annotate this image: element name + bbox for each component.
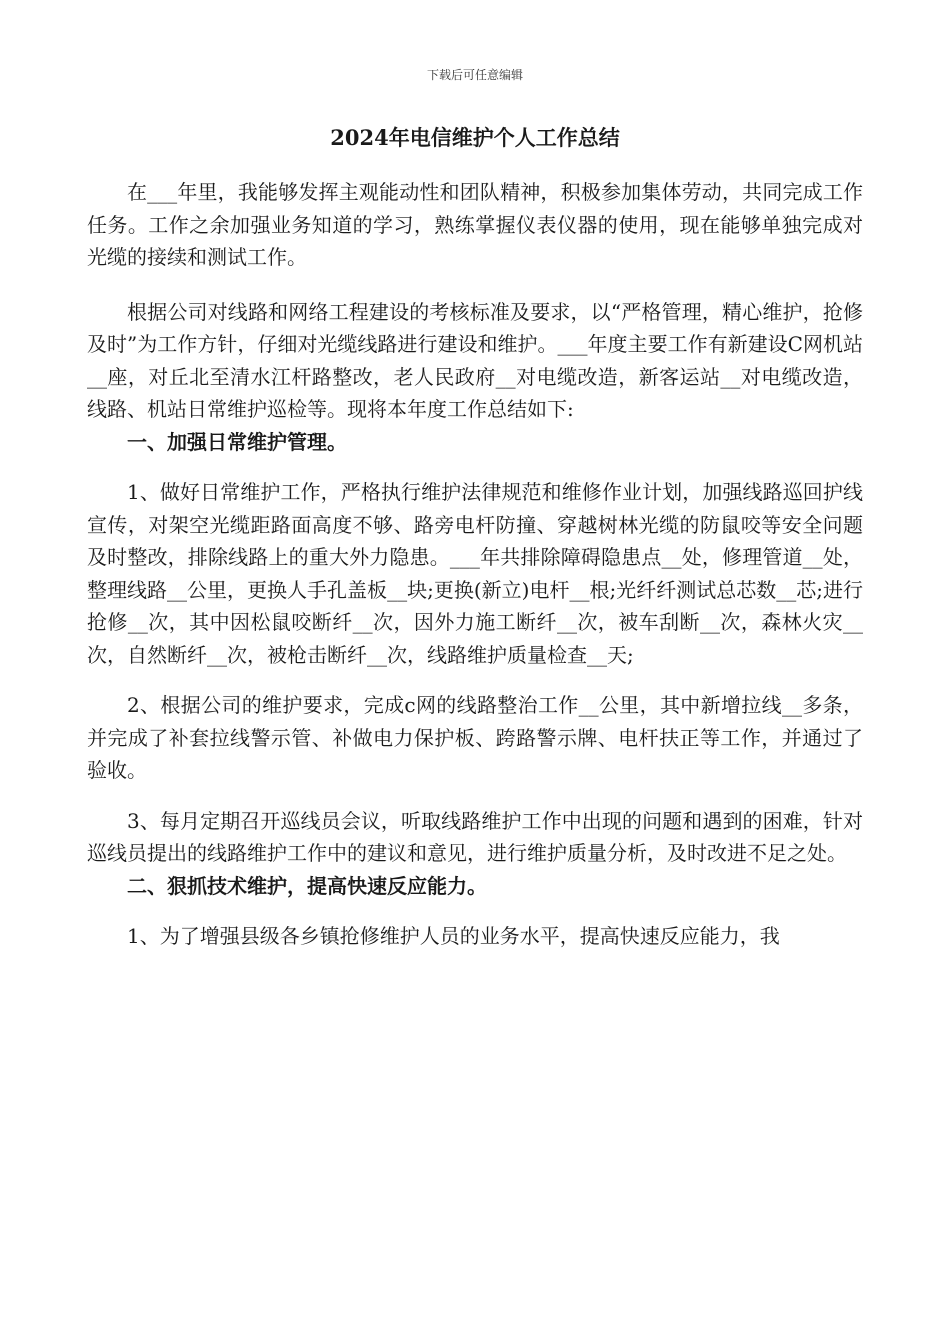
- paragraph-item-1-1: 1、做好日常维护工作，严格执行维护法律规范和维修作业计划，加强线路巡回护线宣传，对架空光缆距路面高度不够、路旁电杆防撞、穿越树林光缆的防鼠咬等安全问题及时整改，排除线路上的重大外力隐患。___年共排除障碍隐患点__处，修理管道__处，整理线路__公里，更换人手孔盖板__块;更换(新立)电杆__根;光纤纤测试总芯数__芯;进行抢修__次，其中因松鼠咬断纤__次，因外力施工断纤__次，被车刮断__次，森林火灾__次，自然断纤__次，被枪击断纤__次，线路维护质量检查__天;: [87, 480, 863, 667]
- document-body: [87, 176, 863, 953]
- paragraph-item-1-2: 2、根据公司的维护要求，完成c网的线路整治工作__公里，其中新增拉线__多条，并完成了补套拉线警示管、补做电力保护板、跨路警示牌、电杆扶正等工作，并通过了验收。: [87, 693, 863, 782]
- header-note: 下载后可任意编辑: [426, 68, 523, 82]
- paragraph-item-1-3: 3、每月定期召开巡线员会议，听取线路维护工作中出现的问题和遇到的困难，针对巡线员提出的线路维护工作中的建议和意见，进行维护质量分析，及时改进不足之处。: [87, 808, 863, 865]
- paragraph-intro: 在___年里，我能够发挥主观能动性和团队精神，积极参加集体劳动，共同完成工作任务。工作之余加强业务知道的学习，熟练掌握仪表仪器的使用，现在能够单独完成对光缆的接续和测试工作。: [87, 180, 863, 269]
- document-title: 2024年电信维护个人工作总结: [330, 125, 620, 150]
- paragraph-item-2-1: 1、为了增强县级各乡镇抢修维护人员的业务水平，提高快速反应能力，我: [127, 924, 780, 948]
- section-heading-1: 一、加强日常维护管理。: [127, 429, 347, 454]
- section-heading-2: 二、狠抓技术维护，提高快速反应能力。: [127, 873, 487, 898]
- paragraph-overview: 根据公司对线路和网络工程建设的考核标准及要求，以“严格管理，精心维护，抢修及时”为工作方针，仔细对光缆线路进行建设和维护。___年度主要工作有新建设C网机站__座，对丘北至清水江杆路整改，老人民政府__对电缆改造，新客运站__对电缆改造，线路、机站日常维护巡检等。现将本年度工作总结如下:: [87, 299, 863, 421]
